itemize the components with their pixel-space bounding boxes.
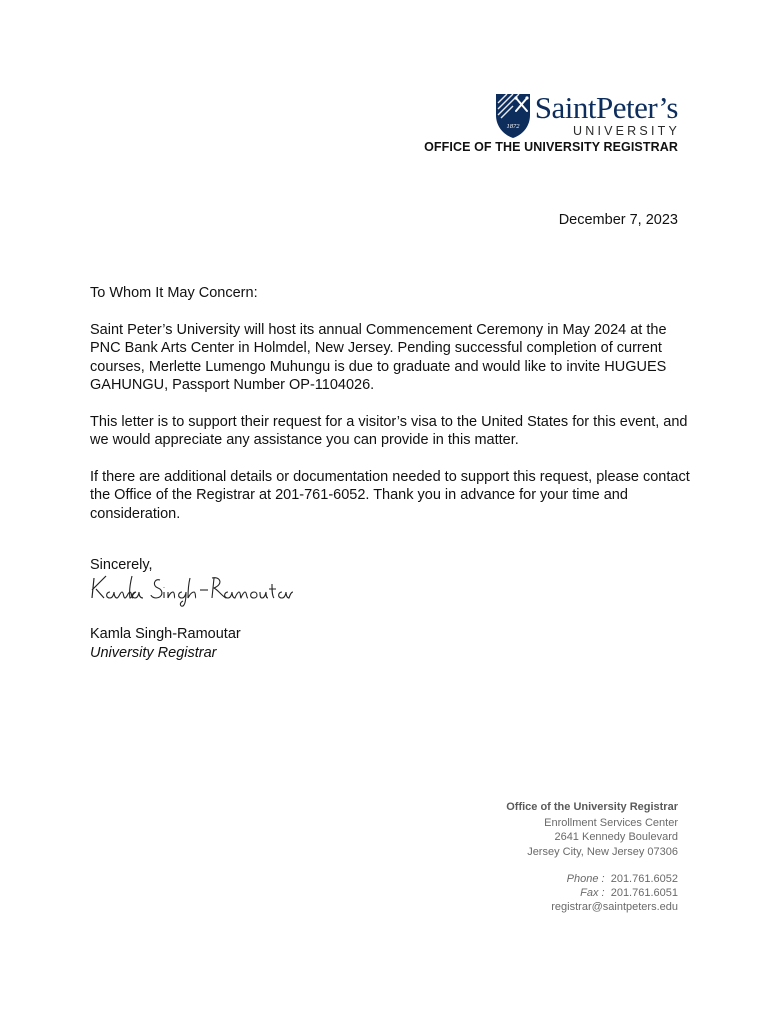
office-title: OFFICE OF THE UNIVERSITY REGISTRAR <box>424 140 678 154</box>
fax-label: Fax : <box>580 887 605 900</box>
logo-university: UNIVERSITY <box>572 124 680 138</box>
logo-year: 1872 <box>506 123 520 130</box>
footer-fax <box>506 886 678 900</box>
logo-wordmark: SaintPeter’s <box>534 90 678 125</box>
university-logo <box>424 92 678 139</box>
signer-title: University Registrar <box>90 644 217 661</box>
closing: Sincerely, <box>90 557 153 573</box>
footer-title: Office of the University Registrar <box>506 801 678 813</box>
footer-phone <box>506 872 678 886</box>
footer-contact <box>506 800 678 914</box>
letter-body <box>90 284 690 541</box>
salutation: To Whom It May Concern: <box>90 285 258 301</box>
footer-email: registrar@saintpeters.edu <box>551 901 678 914</box>
fax-number: 201.761.6051 <box>610 887 678 900</box>
letterhead <box>424 92 678 154</box>
paragraph-1: Saint Peter’s University will host its annual Commencement Ceremony in May 2024 at the PNC Bank Arts Center in Holmdel, New Jersey. Pending successful completion of current courses, Merlette Lumengo Muhungu is due to graduate and would like to invite HUGUES GAHUNGU, Passport Number OP-1104026. <box>90 321 667 393</box>
letter-date: December 7, 2023 <box>558 212 678 228</box>
phone-label: Phone : <box>566 872 605 885</box>
handwritten-signature <box>88 570 298 610</box>
footer-address-1: Enrollment Services Center <box>544 817 678 830</box>
paragraph-3: If there are additional details or documentation needed to support this request, please contact the Office of the Registrar at 201-761-6052. Thank you in advance for your time and consideration. <box>90 468 690 522</box>
shield-crest-icon <box>495 93 531 139</box>
paragraph-2: This letter is to support their request for a visitor’s visa to the United States for this event, and we would appreciate any assistance you can provide in this matter. <box>90 413 688 448</box>
footer-address-2: 2641 Kennedy Boulevard <box>554 831 678 844</box>
footer-address-3: Jersey City, New Jersey 07306 <box>527 845 678 858</box>
signer-block <box>90 625 241 662</box>
phone-number: 201.761.6052 <box>610 872 678 885</box>
signer-name: Kamla Singh-Ramoutar <box>90 626 241 642</box>
